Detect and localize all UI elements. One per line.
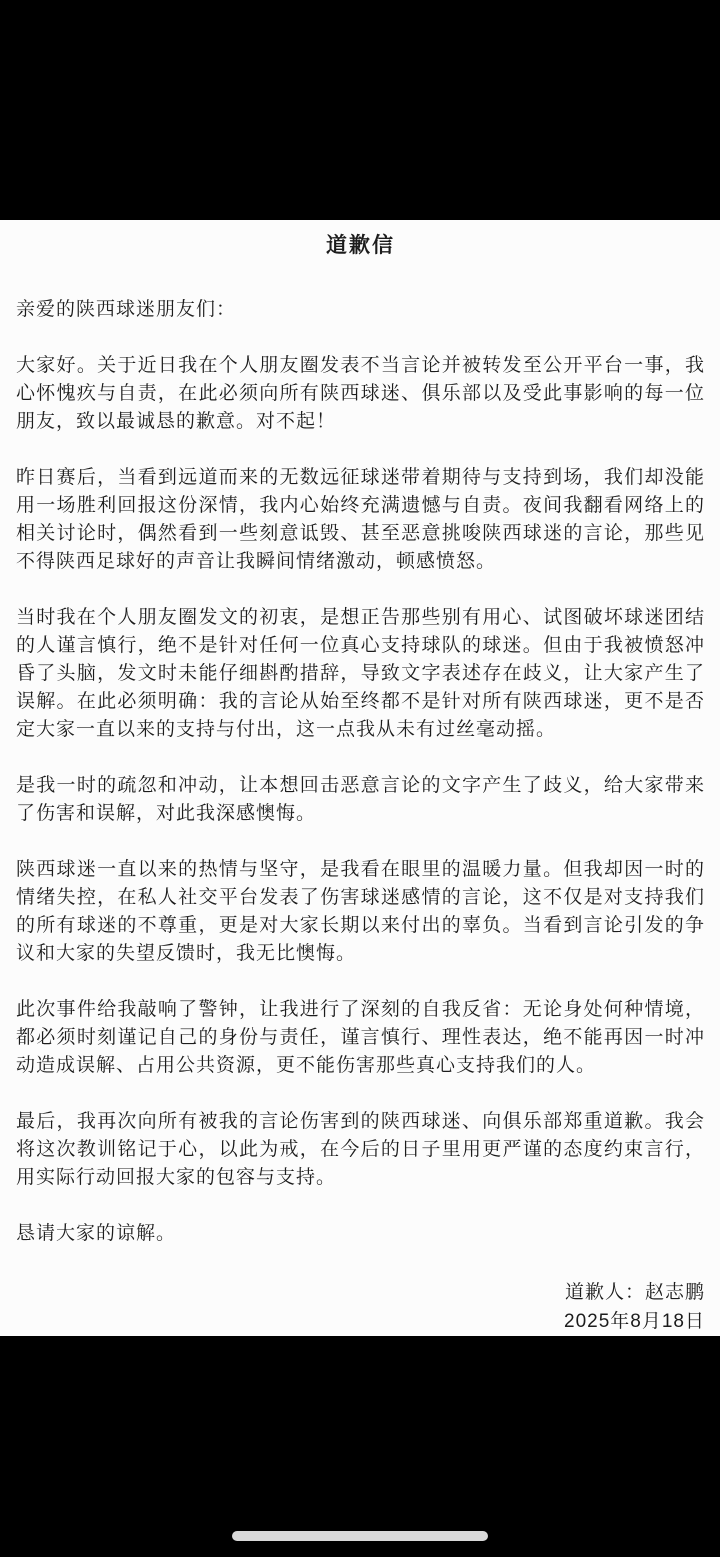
signature-block <box>16 1278 705 1336</box>
letter-paragraph: 大家好。关于近日我在个人朋友圈发表不当言论并被转发至公开平台一事，我心怀愧疚与自责，在此必须向所有陕西球迷、俱乐部以及受此事影响的每一位朋友，致以最诚恳的歉意。对不起！ <box>16 355 705 432</box>
apology-letter-page <box>0 220 720 1336</box>
home-indicator[interactable] <box>232 1531 488 1541</box>
letter-salutation: 亲爱的陕西球迷朋友们： <box>16 299 237 320</box>
letter-paragraph: 昨日赛后，当看到远道而来的无数远征球迷带着期待与支持到场，我们却没能用一场胜利回报这份深情，我内心始终充满遗憾与自责。夜间我翻看网络上的相关讨论时，偶然看到一些刻意诋毁、甚至恶意挑唆陕西球迷的言论，那些见不得陕西足球好的声音让我瞬间情绪激动，顿感愤怒。 <box>16 467 705 572</box>
date-line: 2025年8月18日 <box>564 1311 705 1332</box>
letter-title: 道歉信 <box>326 234 395 257</box>
signer-line: 道歉人：赵志鹏 <box>564 1282 705 1303</box>
letter-paragraph: 此次事件给我敲响了警钟，让我进行了深刻的自我反省：无论身处何种情境，都必须时刻谨记自己的身份与责任，谨言慎行、理性表达，绝不能再因一时冲动造成误解、占用公共资源，更不能伤害那些真心支持我们的人。 <box>16 999 705 1076</box>
letter-paragraph: 当时我在个人朋友圈发文的初衷，是想正告那些别有用心、试图破坏球迷团结的人谨言慎行，绝不是针对任何一位真心支持球队的球迷。但由于我被愤怒冲昏了头脑，发文时未能仔细斟酌措辞，导致文字表述存在歧义，让大家产生了误解。在此必须明确：我的言论从始至终都不是针对所有陕西球迷，更不是否定大家一直以来的支持与付出，这一点我从未有过丝毫动摇。 <box>16 607 705 740</box>
letter-paragraph: 恳请大家的谅解。 <box>16 1223 177 1244</box>
letter-paragraph: 是我一时的疏忽和冲动，让本想回击恶意言论的文字产生了歧义，给大家带来了伤害和误解，对此我深感懊悔。 <box>16 775 705 824</box>
letter-paragraph: 最后，我再次向所有被我的言论伤害到的陕西球迷、向俱乐部郑重道歉。我会将这次教训铭记于心，以此为戒，在今后的日子里用更严谨的态度约束言行，用实际行动回报大家的包容与支持。 <box>16 1111 705 1188</box>
letter-paragraph: 陕西球迷一直以来的热情与坚守，是我看在眼里的温暖力量。但我却因一时的情绪失控，在私人社交平台发表了伤害球迷感情的言论，这不仅是对支持我们的所有球迷的不尊重，更是对大家长期以来付出的辜负。当看到言论引发的争议和大家的失望反馈时，我无比懊悔。 <box>16 859 705 964</box>
